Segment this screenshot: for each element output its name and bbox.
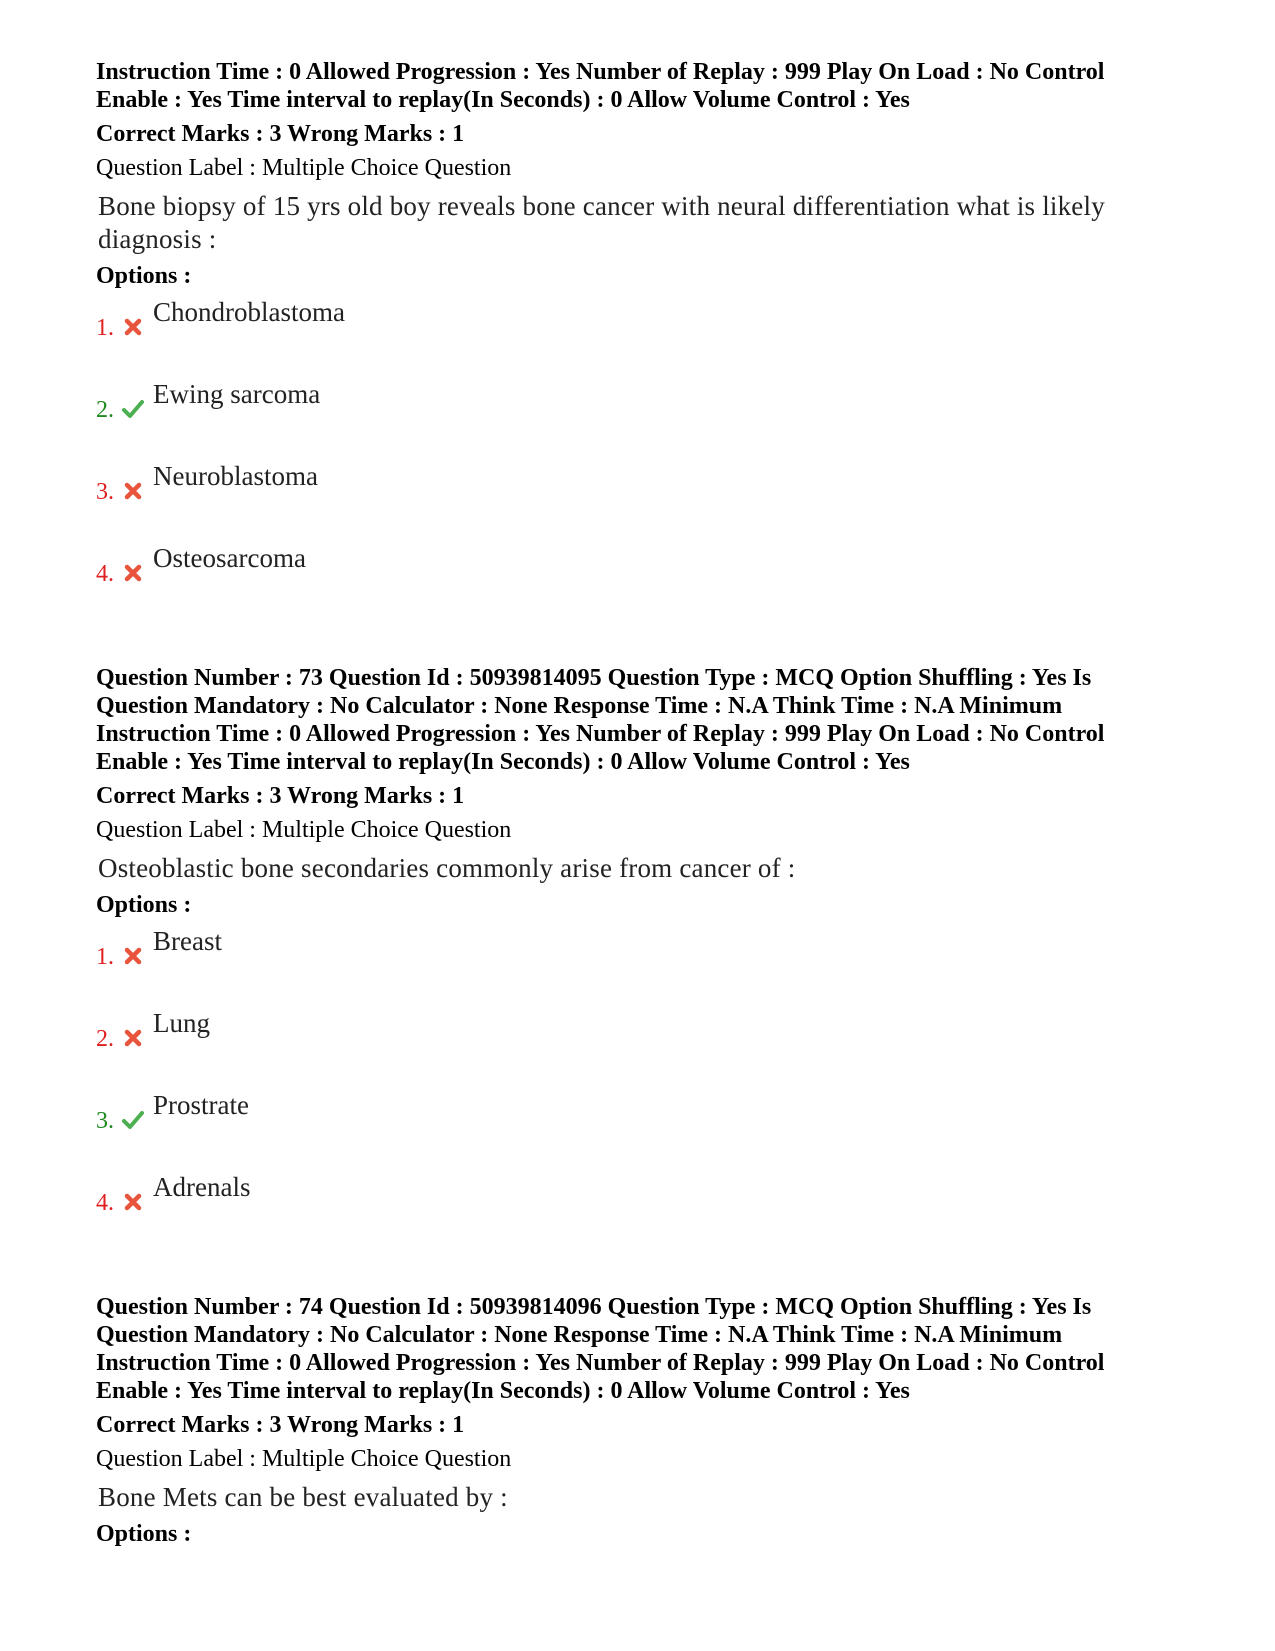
check-icon [122,1109,144,1131]
question-marks: Correct Marks : 3 Wrong Marks : 1 [96,121,465,147]
option-text: Neuroblastoma [153,461,318,491]
question-label: Question Label : Multiple Choice Question [96,155,512,181]
question-meta-line: Question Number : 74 Question Id : 50939814096 Question Type : MCQ Option Shuffling : Yes Is [96,1294,1092,1320]
option-number: 3. [96,1108,114,1134]
question-72 [96,58,1186,624]
option-text: Ewing sarcoma [153,379,321,409]
spacer [96,1253,1186,1293]
cross-icon [122,945,144,967]
question-label: Question Label : Multiple Choice Question [96,1446,512,1472]
question-marks: Correct Marks : 3 Wrong Marks : 1 [96,783,465,809]
options-label: Options : [96,263,192,289]
options-list [96,296,1186,624]
question-meta-line: Question Mandatory : No Calculator : None Response Time : N.A Think Time : N.A Minimum [96,1322,1063,1348]
option-item [96,1007,1186,1089]
option-number: 1. [96,315,114,341]
question-meta-line: Instruction Time : 0 Allowed Progression : Yes Number of Replay : 999 Play On Load : No Control [96,59,1105,85]
question-meta-line: Enable : Yes Time interval to replay(In Seconds) : 0 Allow Volume Control : Yes [96,87,910,113]
option-number: 2. [96,397,114,423]
option-text: Adrenals [153,1172,251,1202]
option-number: 1. [96,944,114,970]
option-number: 4. [96,1190,114,1216]
cross-icon [122,1027,144,1049]
cross-icon [122,480,144,502]
option-number: 3. [96,479,114,505]
option-item [96,1089,1186,1171]
option-item [96,1171,1186,1253]
question-meta-line: Question Mandatory : No Calculator : None Response Time : N.A Think Time : N.A Minimum [96,693,1063,719]
option-item [96,296,1186,378]
question-meta-line: Enable : Yes Time interval to replay(In Seconds) : 0 Allow Volume Control : Yes [96,749,910,775]
option-number: 2. [96,1026,114,1052]
option-item [96,460,1186,542]
question-meta-line: Enable : Yes Time interval to replay(In Seconds) : 0 Allow Volume Control : Yes [96,1378,910,1404]
question-marks: Correct Marks : 3 Wrong Marks : 1 [96,1412,465,1438]
question-74 [96,1293,1186,1548]
cross-icon [122,1191,144,1213]
document-page [96,58,1186,1548]
question-meta-line: Instruction Time : 0 Allowed Progression : Yes Number of Replay : 999 Play On Load : No Control [96,721,1105,747]
option-text: Prostrate [153,1090,249,1120]
option-number: 4. [96,561,114,587]
option-text: Breast [153,926,222,956]
options-list [96,925,1186,1253]
check-icon [122,398,144,420]
option-item [96,925,1186,1007]
option-text: Lung [153,1008,210,1038]
question-text: Bone biopsy of 15 yrs old boy reveals bone cancer with neural differentiation what is likely diagnosis : [98,191,1105,254]
question-meta-line: Instruction Time : 0 Allowed Progression : Yes Number of Replay : 999 Play On Load : No Control [96,1350,1105,1376]
question-meta-line: Question Number : 73 Question Id : 50939814095 Question Type : MCQ Option Shuffling : Yes Is [96,665,1092,691]
spacer [96,624,1186,664]
cross-icon [122,562,144,584]
option-item [96,542,1186,624]
option-item [96,378,1186,460]
question-label: Question Label : Multiple Choice Question [96,817,512,843]
options-label: Options : [96,892,192,918]
option-text: Osteosarcoma [153,543,306,573]
options-label: Options : [96,1521,192,1547]
question-73 [96,664,1186,1253]
question-text: Bone Mets can be best evaluated by : [98,1482,508,1512]
question-text: Osteoblastic bone secondaries commonly arise from cancer of : [98,853,796,883]
cross-icon [122,316,144,338]
option-text: Chondroblastoma [153,297,345,327]
